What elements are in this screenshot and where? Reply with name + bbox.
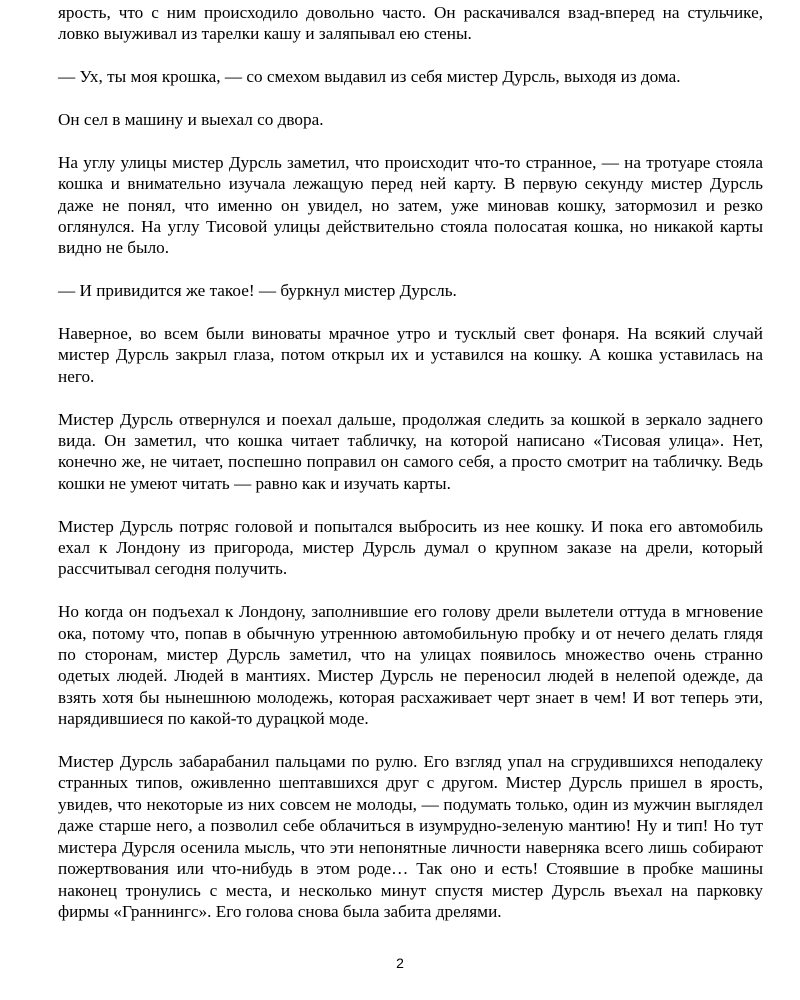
page-number: 2 xyxy=(396,955,404,971)
paragraph-2: — Ух, ты моя крошка, — со смехом выдавил из себя мистер Дурсль, выходя из дома. xyxy=(58,67,681,87)
paragraph-6: Наверное, во всем были виноваты мрачное утро и тусклый свет фонаря. На всякий случай мистер Дурсль закрыл глаза, потом открыл их и уставился на кошку. А кошка уставилась на него. xyxy=(58,324,763,386)
document-page xyxy=(58,2,763,944)
paragraph-1: ярость, что с ним происходило довольно часто. Он раскачивался взад-вперед на стульчике, ловко выуживал из тарелки кашу и заляпывал ею стены. xyxy=(58,3,763,44)
paragraph-5: — И привидится же такое! — буркнул мистер Дурсль. xyxy=(58,281,457,301)
paragraph-3: Он сел в машину и выехал со двора. xyxy=(58,110,324,129)
paragraph-4: На углу улицы мистер Дурсль заметил, что происходит что-то странное, — на тротуаре стояла кошка и внимательно изучала лежащую перед ней карту. В первую секунду мистер Дурсль даже не понял, что именно он увидел, но затем, уже миновав кошку, затормозил и резко оглянулся. На углу Тисовой улицы действительно стояла полосатая кошка, но никакой карты видно не было. xyxy=(58,152,763,258)
paragraph-9: Но когда он подъехал к Лондону, заполнившие его голову дрели вылетели оттуда в мгновение ока, потому что, попав в обычную утреннюю автомобильную пробку и от нечего делать глядя по сторонам, мистер Дурсль заметил, что на улицах появилось множество очень странно одетых людей. Людей в мантиях. Мистер Дурсль не переносил людей в нелепой одежде, да взять хотя бы нынешнюю молодежь, которая расхаживает черт знает в чем! И вот теперь эти, нарядившиеся по какой-то дурацкой моде. xyxy=(58,602,763,729)
paragraph-8: Мистер Дурсль потряс головой и попытался выбросить из нее кошку. И пока его автомобиль ехал к Лондону из пригорода, мистер Дурсль думал о крупном заказе на дрели, который рассчитывал сегодня получить. xyxy=(58,516,763,579)
paragraph-7: Мистер Дурсль отвернулся и поехал дальше, продолжая следить за кошкой в зеркало заднего вида. Он заметил, что кошка читает табличку, на которой написано «Тисовая улица». Нет, конечно же, не читает, поспешно поправил он самого себя, а просто смотрит на табличку. Ведь кошки не умеют читать — равно как и изучать карты. xyxy=(58,409,763,493)
paragraph-10: Мистер Дурсль забарабанил пальцами по рулю. Его взгляд упал на сгрудившихся неподалеку странных типов, оживленно шептавшихся друг с другом. Мистер Дурсль пришел в ярость, увидев, что некоторые из них совсем не молоды, — подумать только, один из мужчин выглядел даже старше него, а позволил себе облачиться в изумрудно-зеленую мантию! Ну и тип! Но тут мистера Дурсля осенила мысль, что эти непонятные личности наверняка всего лишь собирают пожертвования или что-нибудь в этом роде… Так оно и есть! Стоявшие в пробке машины наконец тронулись с места, и несколько минут спустя мистер Дурсль въехал на парковку фирмы «Граннингс». Его голова снова была забита дрелями. xyxy=(58,752,763,921)
